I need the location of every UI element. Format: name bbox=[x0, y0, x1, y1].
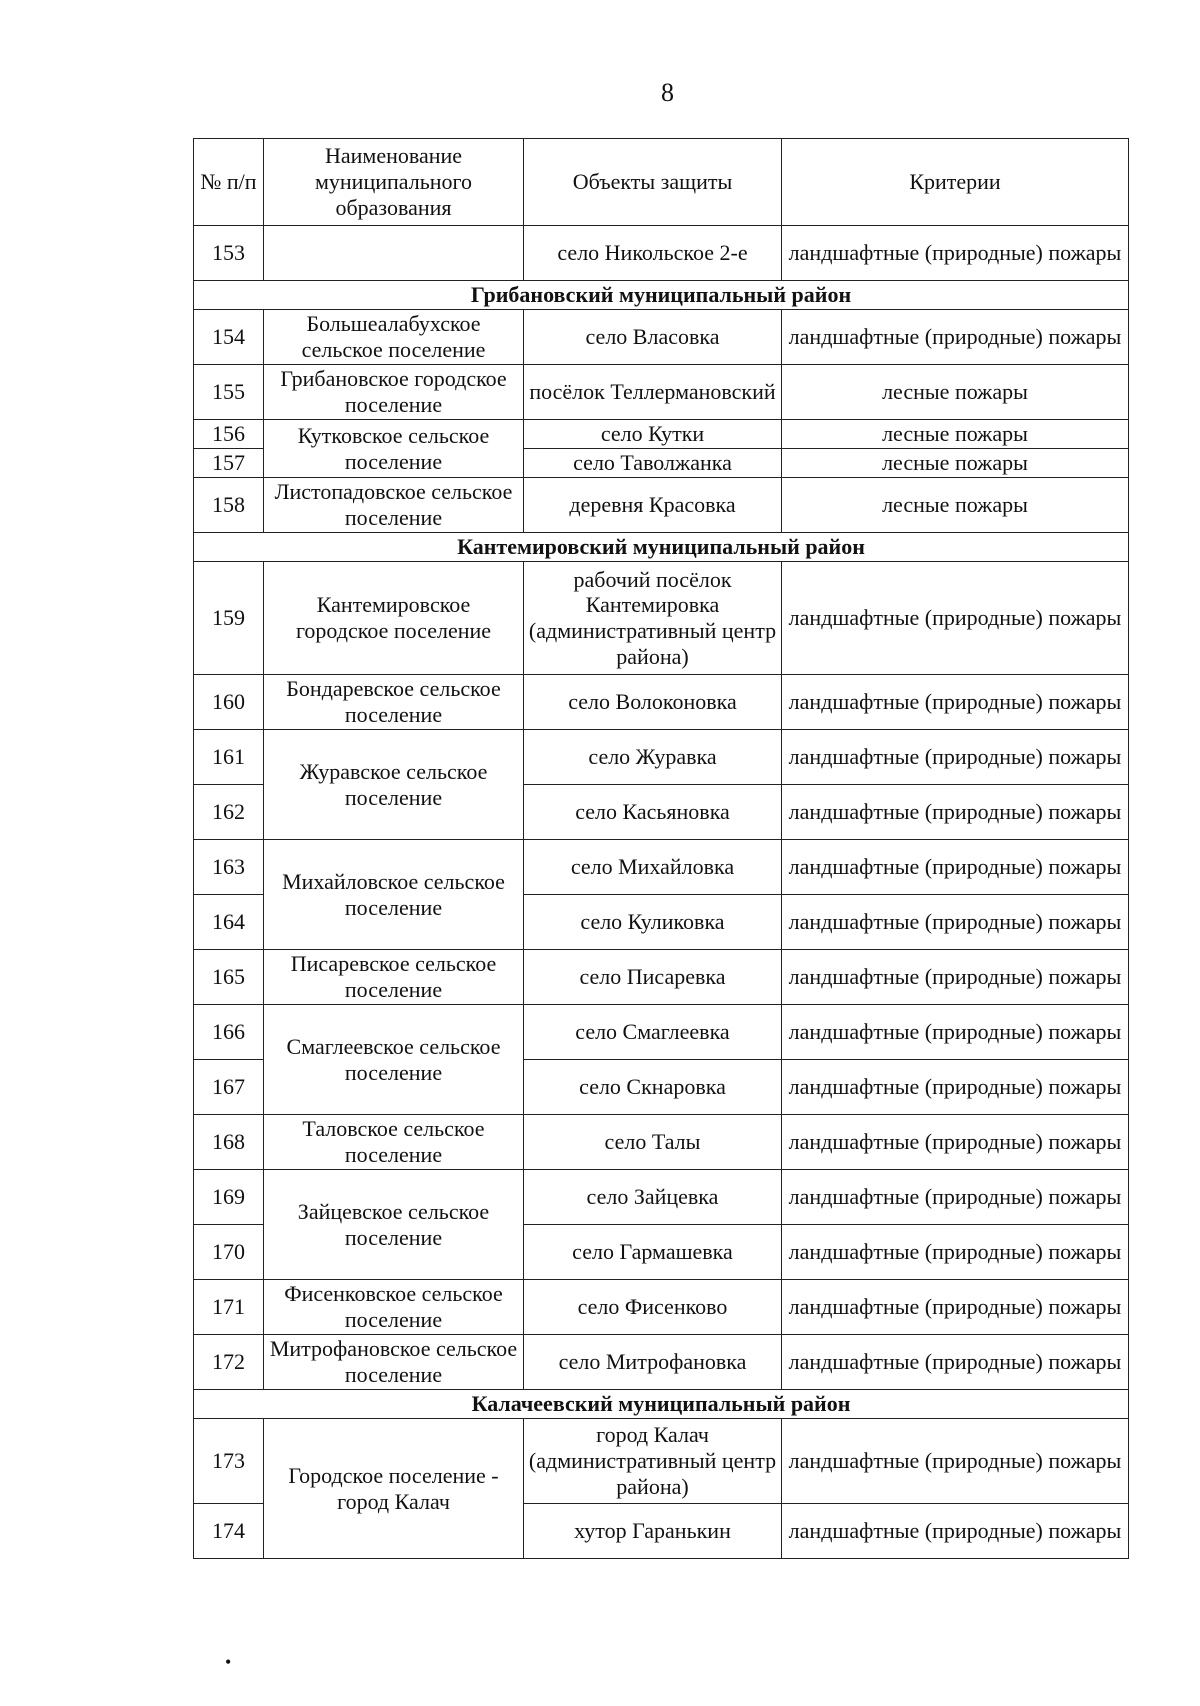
district-title: Калачеевский муниципальный район bbox=[194, 1390, 1129, 1419]
municipality-cell: Большеалабухское сельское поселение bbox=[264, 310, 524, 365]
criteria-cell: лесные пожары bbox=[782, 420, 1129, 449]
table-row bbox=[194, 840, 1129, 895]
row-number: 159 bbox=[194, 562, 264, 675]
row-number: 156 bbox=[194, 420, 264, 449]
municipality-cell: Городское поселение - город Калач bbox=[264, 1419, 524, 1559]
table-row bbox=[194, 365, 1129, 420]
municipality-cell: Кантемировское городское поселение bbox=[264, 562, 524, 675]
criteria-cell: ландшафтные (природные) пожары bbox=[782, 1335, 1129, 1390]
object-cell: село Куликовка bbox=[524, 895, 782, 950]
criteria-cell: ландшафтные (природные) пожары bbox=[782, 310, 1129, 365]
header-criteria: Критерии bbox=[782, 139, 1129, 226]
district-title: Грибановский муниципальный район bbox=[194, 281, 1129, 310]
object-cell: хутор Гаранькин bbox=[524, 1504, 782, 1559]
criteria-cell: лесные пожары bbox=[782, 449, 1129, 478]
object-cell: село Никольское 2-е bbox=[524, 226, 782, 281]
criteria-cell: ландшафтные (природные) пожары bbox=[782, 562, 1129, 675]
table-row bbox=[194, 1005, 1129, 1060]
row-number: 166 bbox=[194, 1005, 264, 1060]
criteria-cell: ландшафтные (природные) пожары bbox=[782, 1419, 1129, 1504]
municipality-cell: Бондаревское сельское поселение bbox=[264, 675, 524, 730]
header-municipality: Наименование муниципального образования bbox=[264, 139, 524, 226]
criteria-cell: ландшафтные (природные) пожары bbox=[782, 1280, 1129, 1335]
criteria-cell: ландшафтные (природные) пожары bbox=[782, 675, 1129, 730]
object-cell: село Гармашевка bbox=[524, 1225, 782, 1280]
row-number: 160 bbox=[194, 675, 264, 730]
object-cell: село Михайловка bbox=[524, 840, 782, 895]
criteria-cell: ландшафтные (природные) пожары bbox=[782, 950, 1129, 1005]
table-row bbox=[194, 730, 1129, 785]
criteria-cell: ландшафтные (природные) пожары bbox=[782, 895, 1129, 950]
table-row bbox=[194, 1170, 1129, 1225]
municipality-cell: Митрофановское сельское поселение bbox=[264, 1335, 524, 1390]
table-row bbox=[194, 420, 1129, 449]
object-cell: село Касьяновка bbox=[524, 785, 782, 840]
municipality-cell: Фисенковское сельское поселение bbox=[264, 1280, 524, 1335]
criteria-cell: лесные пожары bbox=[782, 365, 1129, 420]
row-number: 165 bbox=[194, 950, 264, 1005]
row-number: 174 bbox=[194, 1504, 264, 1559]
criteria-cell: ландшафтные (природные) пожары bbox=[782, 1170, 1129, 1225]
criteria-cell: ландшафтные (природные) пожары bbox=[782, 785, 1129, 840]
object-cell: село Талы bbox=[524, 1115, 782, 1170]
row-number: 158 bbox=[194, 478, 264, 533]
district-heading bbox=[194, 1390, 1129, 1419]
protection-objects-table bbox=[193, 138, 1129, 1559]
table-row bbox=[194, 675, 1129, 730]
table-row bbox=[194, 950, 1129, 1005]
object-cell: село Фисенково bbox=[524, 1280, 782, 1335]
municipality-cell bbox=[264, 226, 524, 281]
object-cell: село Журавка bbox=[524, 730, 782, 785]
object-cell: село Власовка bbox=[524, 310, 782, 365]
criteria-cell: ландшафтные (природные) пожары bbox=[782, 1225, 1129, 1280]
table-header-row bbox=[194, 139, 1129, 226]
row-number: 170 bbox=[194, 1225, 264, 1280]
row-number: 162 bbox=[194, 785, 264, 840]
criteria-cell: ландшафтные (природные) пожары bbox=[782, 1060, 1129, 1115]
row-number: 167 bbox=[194, 1060, 264, 1115]
table-row bbox=[194, 1419, 1129, 1504]
criteria-cell: ландшафтные (природные) пожары bbox=[782, 840, 1129, 895]
municipality-cell: Михайловское сельское поселение bbox=[264, 840, 524, 950]
row-number: 164 bbox=[194, 895, 264, 950]
object-cell: село Таволжанка bbox=[524, 449, 782, 478]
municipality-cell: Писаревское сельское поселение bbox=[264, 950, 524, 1005]
municipality-cell: Кутковское сельское поселение bbox=[264, 420, 524, 478]
object-cell: рабочий посёлок Кантемировка (административный центр района) bbox=[524, 562, 782, 675]
district-heading bbox=[194, 533, 1129, 562]
municipality-cell: Грибановское городское поселение bbox=[264, 365, 524, 420]
row-number: 171 bbox=[194, 1280, 264, 1335]
object-cell: город Калач (административный центр района) bbox=[524, 1419, 782, 1504]
object-cell: село Писаревка bbox=[524, 950, 782, 1005]
table-row bbox=[194, 562, 1129, 675]
municipality-cell: Листопадовское сельское поселение bbox=[264, 478, 524, 533]
district-heading bbox=[194, 281, 1129, 310]
row-number: 169 bbox=[194, 1170, 264, 1225]
object-cell: село Митрофановка bbox=[524, 1335, 782, 1390]
header-objects: Объекты защиты bbox=[524, 139, 782, 226]
object-cell: село Смаглеевка bbox=[524, 1005, 782, 1060]
criteria-cell: ландшафтные (природные) пожары bbox=[782, 1005, 1129, 1060]
object-cell: село Кутки bbox=[524, 420, 782, 449]
municipality-cell: Журавское сельское поселение bbox=[264, 730, 524, 840]
municipality-cell: Таловское сельское поселение bbox=[264, 1115, 524, 1170]
row-number: 157 bbox=[194, 449, 264, 478]
table-row bbox=[194, 310, 1129, 365]
table-row bbox=[194, 478, 1129, 533]
row-number: 154 bbox=[194, 310, 264, 365]
row-number: 163 bbox=[194, 840, 264, 895]
criteria-cell: ландшафтные (природные) пожары bbox=[782, 730, 1129, 785]
header-num: № п/п bbox=[194, 139, 264, 226]
object-cell: село Зайцевка bbox=[524, 1170, 782, 1225]
row-number: 168 bbox=[194, 1115, 264, 1170]
municipality-cell: Зайцевское сельское поселение bbox=[264, 1170, 524, 1280]
object-cell: село Скнаровка bbox=[524, 1060, 782, 1115]
row-number: 155 bbox=[194, 365, 264, 420]
municipality-cell: Смаглеевское сельское поселение bbox=[264, 1005, 524, 1115]
object-cell: посёлок Теллермановский bbox=[524, 365, 782, 420]
page-number: 8 bbox=[661, 78, 674, 107]
object-cell: деревня Красовка bbox=[524, 478, 782, 533]
row-number: 172 bbox=[194, 1335, 264, 1390]
criteria-cell: ландшафтные (природные) пожары bbox=[782, 1115, 1129, 1170]
row-number: 161 bbox=[194, 730, 264, 785]
row-number: 173 bbox=[194, 1419, 264, 1504]
table-row bbox=[194, 226, 1129, 281]
criteria-cell: ландшафтные (природные) пожары bbox=[782, 226, 1129, 281]
table-row bbox=[194, 1280, 1129, 1335]
row-number: 153 bbox=[194, 226, 264, 281]
table-row bbox=[194, 1115, 1129, 1170]
scan-mark: • bbox=[225, 1652, 232, 1672]
criteria-cell: ландшафтные (природные) пожары bbox=[782, 1504, 1129, 1559]
district-title: Кантемировский муниципальный район bbox=[194, 533, 1129, 562]
object-cell: село Волоконовка bbox=[524, 675, 782, 730]
criteria-cell: лесные пожары bbox=[782, 478, 1129, 533]
table-row bbox=[194, 1335, 1129, 1390]
